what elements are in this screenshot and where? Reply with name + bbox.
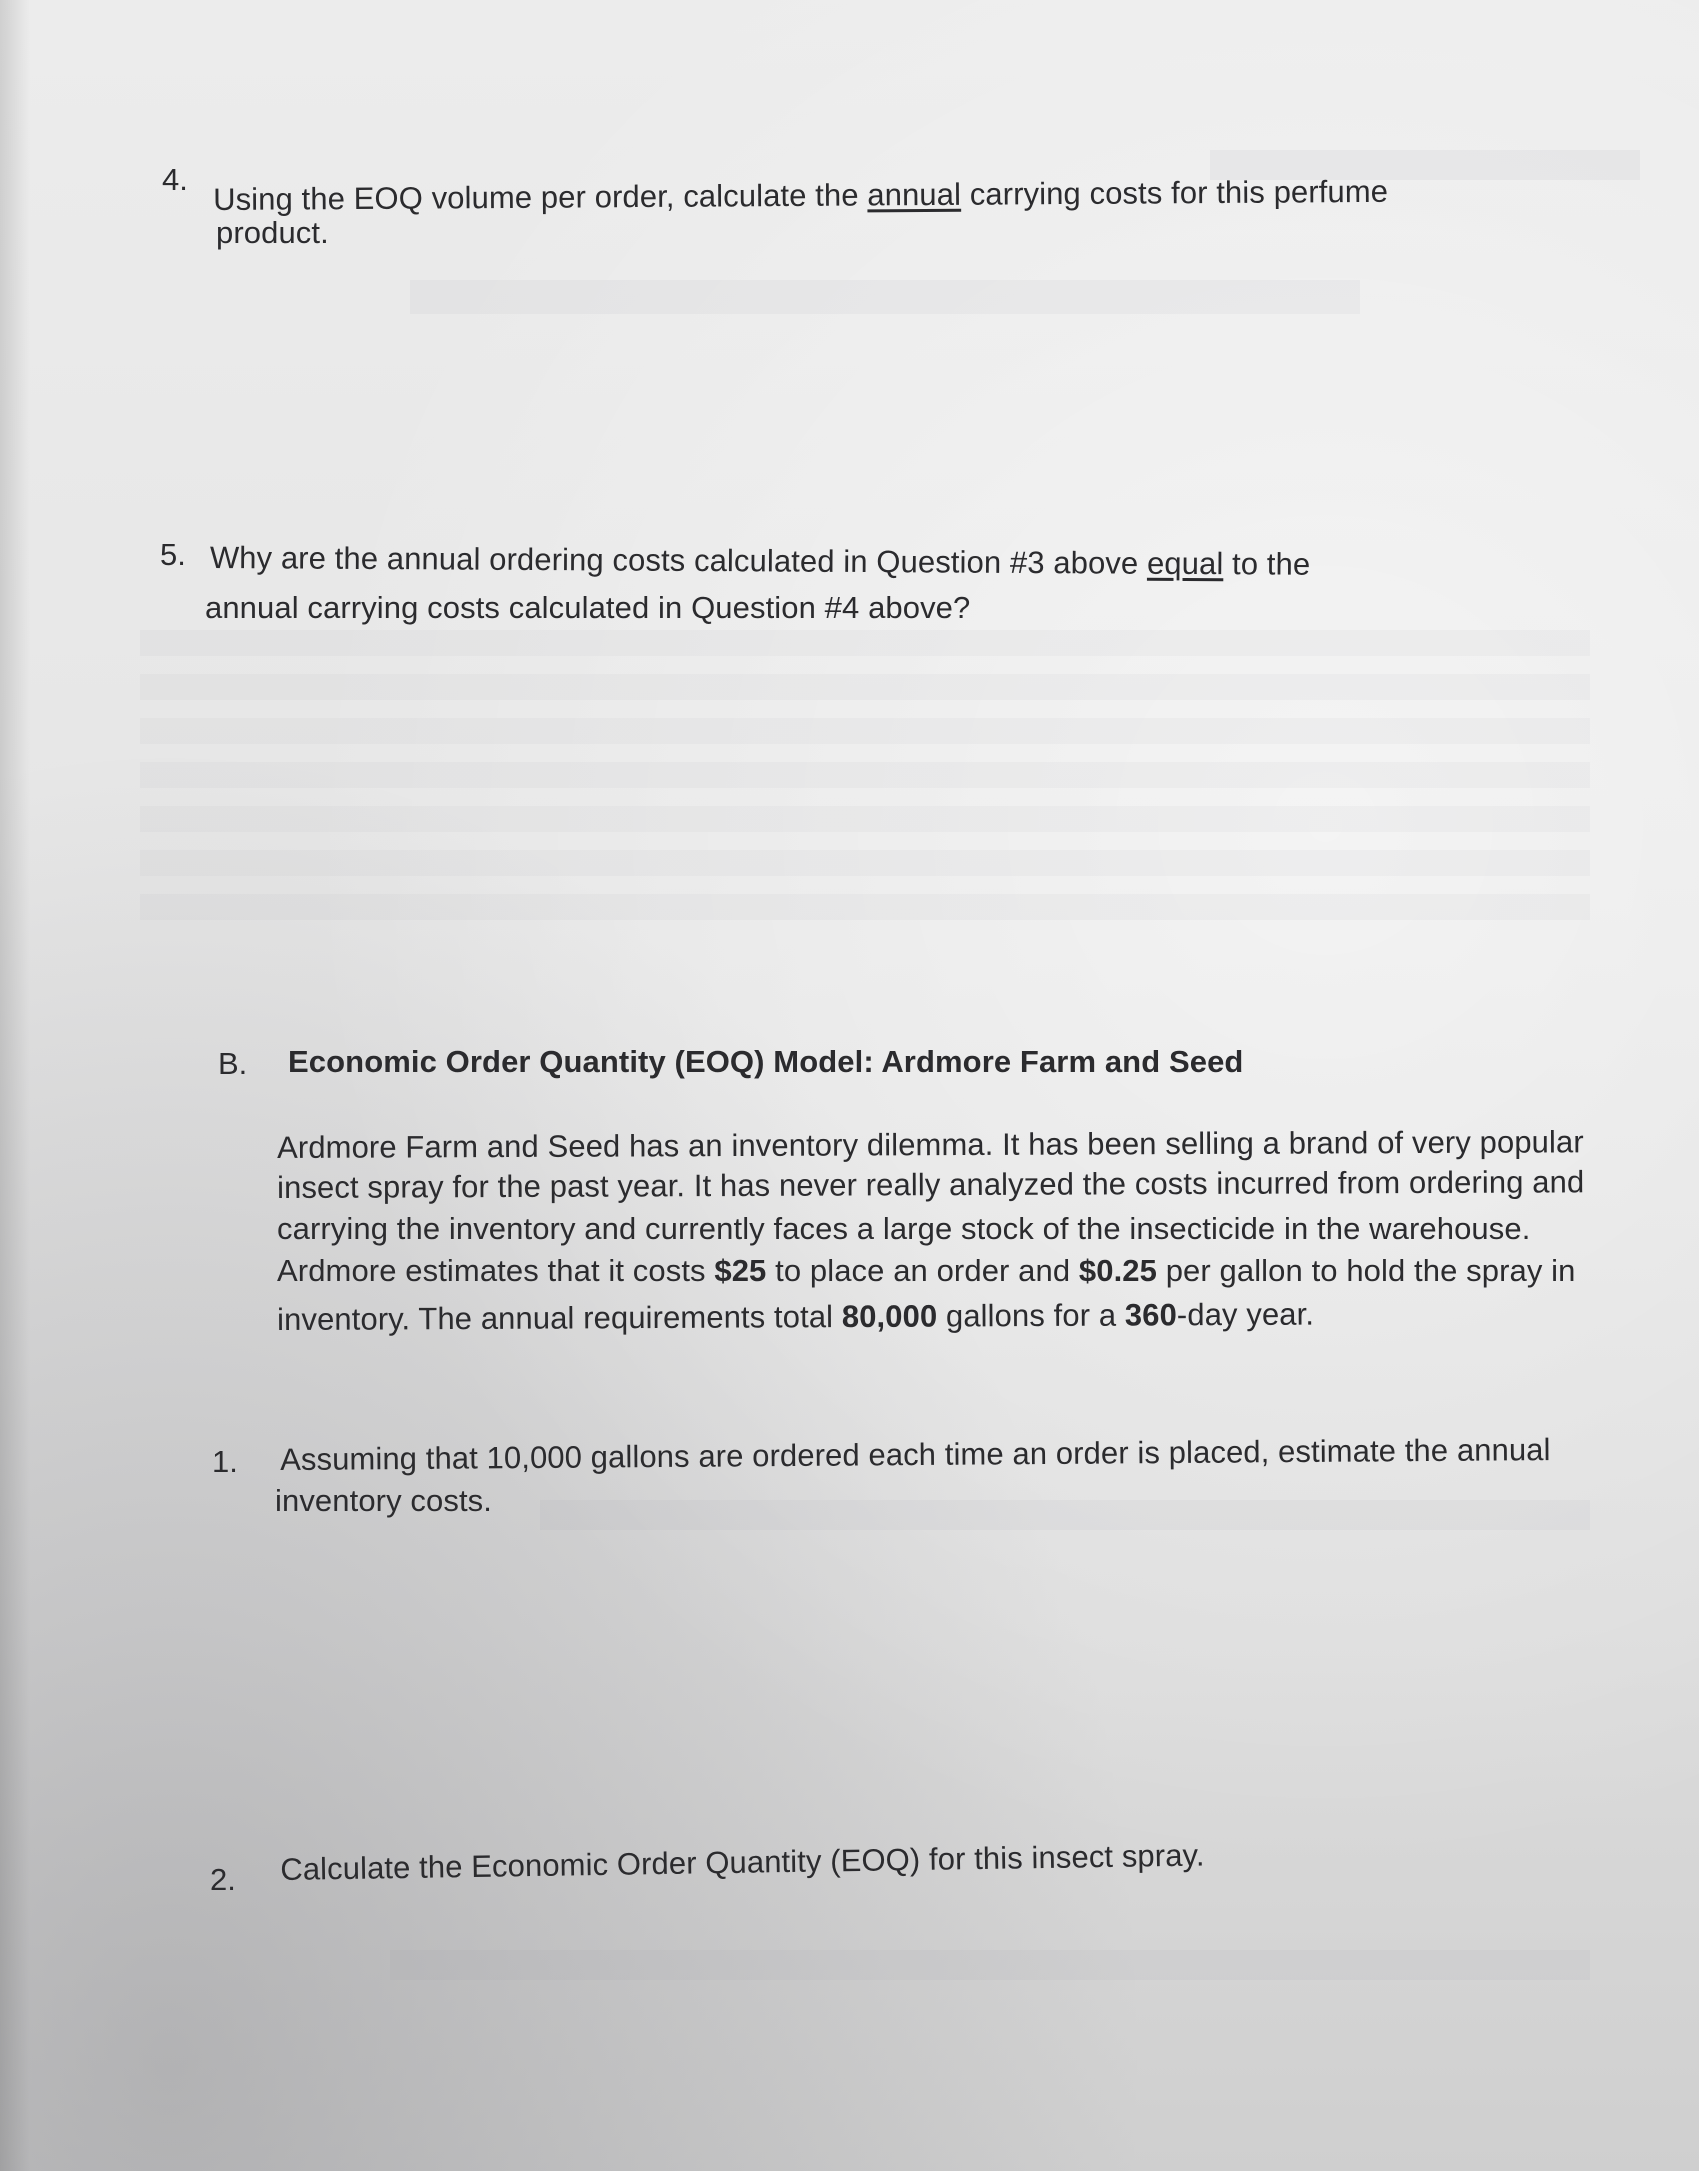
question-4-line-2 (216, 213, 329, 253)
b-question-1-line-1: Assuming that 10,000 gallons are ordered each time an order is placed, estimate the annual (280, 1432, 1551, 1477)
paragraph-line-5 (277, 1295, 1314, 1340)
question-5-number: 5. (160, 537, 186, 572)
bleed-through-5 (390, 1950, 1590, 1980)
bleed-through-4 (540, 1500, 1590, 1530)
paragraph-line-4-c: to place an order and (766, 1253, 1079, 1288)
question-4-underlined-word: annual (867, 176, 962, 213)
section-b-title: Economic Order Quantity (EOQ) Model: Ardmore Farm and Seed (288, 1044, 1244, 1079)
paragraph-line-5-a: inventory. The annual requirements total (277, 1299, 842, 1337)
question-5-text-c: annual carrying costs calculated in Question #4 above? (205, 590, 971, 625)
bleed-through-2 (410, 280, 1360, 314)
paragraph-line-2: insect spray for the past year. It has never really analyzed the costs incurred from ordering and (277, 1164, 1585, 1205)
paragraph-line-1: Ardmore Farm and Seed has an inventory dilemma. It has been selling a brand of very popular (277, 1124, 1584, 1165)
question-4-text-b: carrying costs for this perfume (960, 173, 1389, 212)
paragraph-line-4-d: per gallon to hold the spray in (1156, 1253, 1576, 1288)
question-5-text-b: to the (1223, 546, 1311, 582)
annual-requirements-value: 80,000 (841, 1298, 938, 1335)
holding-cost-value: $0.25 (1078, 1253, 1157, 1288)
order-cost-value: $25 (714, 1253, 767, 1288)
b-question-2-line-1: Calculate the Economic Order Quantity (EOQ) for this insect spray. (280, 1837, 1205, 1887)
year-days-value: 360 (1124, 1297, 1177, 1333)
question-5-line-1 (210, 538, 1311, 585)
paragraph-line-3: carrying the inventory and currently faces a large stock of the insecticide in the warehouse. (277, 1211, 1531, 1246)
question-4-number: 4. (162, 162, 188, 197)
question-5-underlined-word: equal (1146, 545, 1224, 582)
question-5-text-a: Why are the annual ordering costs calculated in Question #3 above (209, 539, 1148, 581)
section-b-letter: B. (218, 1046, 248, 1081)
b-question-1-line-2: inventory costs. (275, 1483, 492, 1518)
b-question-1-number: 1. (212, 1444, 238, 1479)
paragraph-line-5-c: gallons for a (937, 1297, 1125, 1334)
question-5-line-2 (205, 588, 970, 628)
question-4-text-a: Using the EOQ volume per order, calculate the (213, 177, 868, 217)
bleed-through-3 (140, 630, 1590, 930)
paragraph-line-4-a: Ardmore estimates that it costs (277, 1253, 715, 1288)
question-4-line-1 (213, 172, 1388, 220)
page-shadow (0, 0, 30, 2171)
paragraph-line-4 (277, 1251, 1576, 1291)
question-4-text-c: product. (216, 215, 329, 250)
paragraph-line-5-d: -day year. (1176, 1296, 1315, 1333)
b-question-2-number: 2. (210, 1862, 236, 1897)
